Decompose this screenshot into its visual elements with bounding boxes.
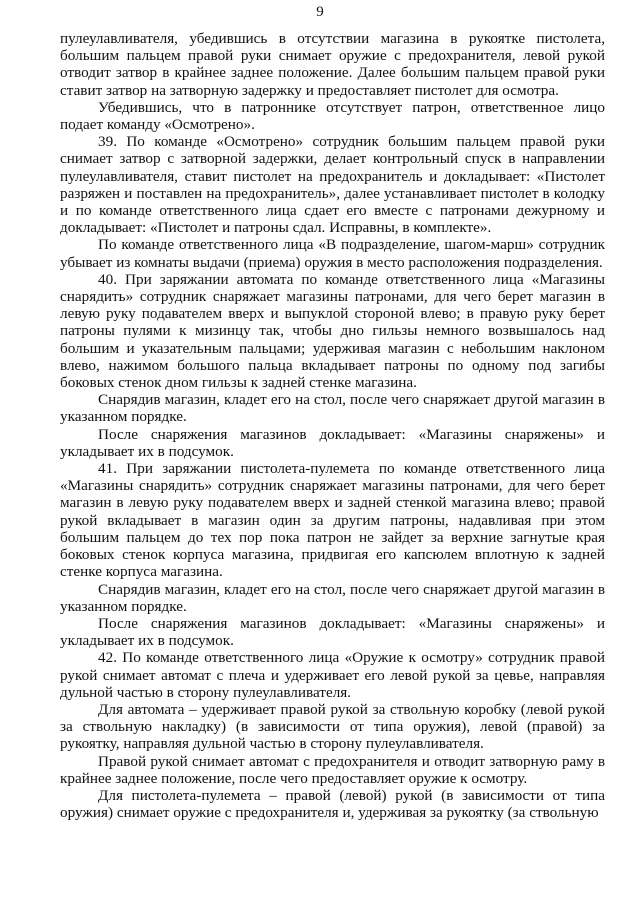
paragraph: Убедившись, что в патроннике отсутствует патрон, ответственное лицо подает команду «Осмотрено». <box>60 98 605 134</box>
body-text <box>60 30 605 821</box>
paragraph: Для автомата – удерживает правой рукой за ствольную коробку (левой рукой за ствольную накладку) (в зависимости от типа оружия), левой (правой) за рукоятку, направляя дульной частью в сторону пулеулавливателя. <box>60 700 605 753</box>
paragraph: После снаряжения магазинов докладывает: «Магазины снаряжены» и укладывает их в подсумок. <box>60 425 605 460</box>
paragraph: 41. При заряжании пистолета-пулемета по команде ответственного лица «Магазины снарядить» сотрудник снаряжает магазины патронами, для чего берет магазин в левую руку подавателем вверх и задней стенкой магазина влево; правой рукой вкладывает в магазин один за другим патроны, надавливая при этом большим пальцем до тех пор пока патрон не зайдет за верхние загнутые края боковых стенок корпуса магазина, придвигая его капсюлем вплотную к задней стенке корпуса магазина. <box>60 460 605 581</box>
paragraph: Снарядив магазин, кладет его на стол, после чего снаряжает другой магазин в указанном порядке. <box>60 580 605 615</box>
paragraph: 40. При заряжании автомата по команде ответственного лица «Магазины снарядить» сотрудник снаряжает магазины патронами, для чего берет магазин в левую руку подавателем вверх и выпуклой стороной влево; в правую руку берет патроны пулями к мизинцу так, чтобы дно гильзы немного возвышалось над большим и указательным пальцами; удерживая магазин с небольшим наклоном влево, нажимом большого пальца вкладывает патроны по одному под загибы боковых стенок дном гильзы к задней стенке магазина. <box>60 270 605 392</box>
paragraph: Правой рукой снимает автомат с предохранителя и отводит затворную раму в крайнее заднее положение, после чего предоставляет оружие к осмотру. <box>60 752 605 787</box>
paragraph: пулеулавливателя, убедившись в отсутствии магазина в рукоятке пистолета, большим пальцем правой руки снимает оружие с предохранителя, левой рукой отводит затвор в крайнее заднее положение. Далее большим пальцем правой руки ставит затвор на затворную задержку и предоставляет пистолет для осмотра. <box>60 30 605 99</box>
paragraph: По команде ответственного лица «В подразделение, шагом-марш» сотрудник убывает из комнаты выдачи (приема) оружия в место расположения подразделения. <box>60 236 605 271</box>
page-number: 9 <box>316 4 324 20</box>
paragraph: 42. По команде ответственного лица «Оружие к осмотру» сотрудник правой рукой снимает автомат с плеча и удерживает его левой рукой за цевье, направляя дульной частью в сторону пулеулавливателя. <box>60 649 605 701</box>
paragraph: 39. По команде «Осмотрено» сотрудник большим пальцем правой руки снимает затвор с затворной задержки, делает контрольный спуск в направлении пулеулавливателя, ставит пистолет на предохранитель и докладывает: «Пистолет разряжен и поставлен на предохранитель», далее устанавливает пистолет в колодку и по команде ответственного лица сдает его вместе с патронами дежурному и докладывает: «Пистолет и патроны сдал. Исправны, в комплекте». <box>60 133 605 237</box>
paragraph: После снаряжения магазинов докладывает: «Магазины снаряжены» и укладывает их в подсумок. <box>60 614 605 650</box>
paragraph: Снарядив магазин, кладет его на стол, после чего снаряжает другой магазин в указанном порядке. <box>60 391 605 426</box>
paragraph: Для пистолета-пулемета – правой (левой) рукой (в зависимости от типа оружия) снимает оружие с предохранителя и, удерживая за рукоятку (за ствольную <box>60 786 605 822</box>
